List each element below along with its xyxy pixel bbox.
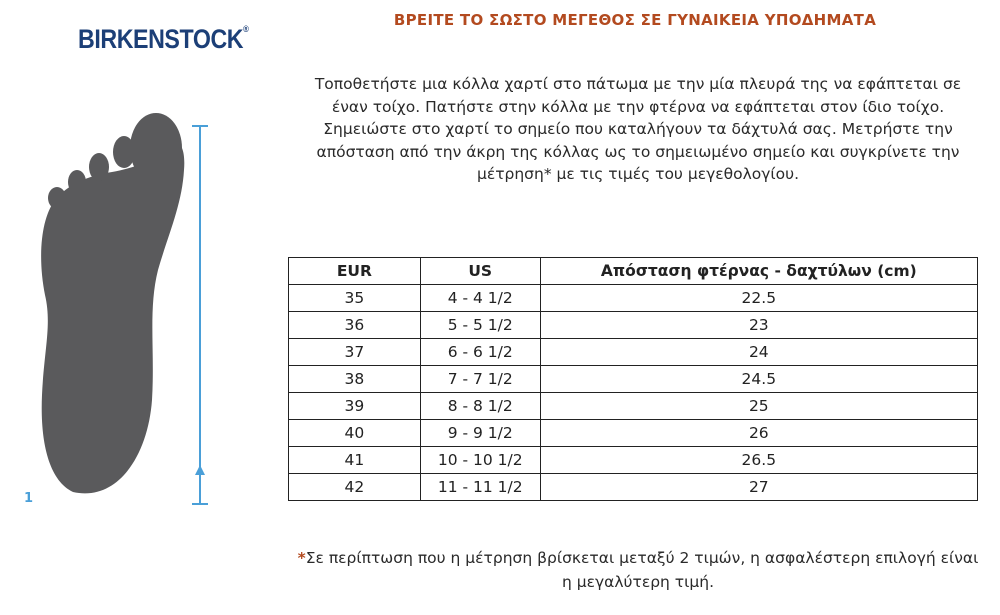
footnote-star: * <box>297 549 306 567</box>
little-toe-shape <box>48 187 66 209</box>
foot-illustration <box>0 110 230 530</box>
table-row <box>289 474 978 501</box>
big-toe-shape <box>130 113 182 183</box>
distance-cell: 22.5 <box>540 285 977 312</box>
us-cell: 6 - 6 1/2 <box>420 339 540 366</box>
eur-cell: 36 <box>289 312 421 339</box>
us-cell: 5 - 5 1/2 <box>420 312 540 339</box>
brand-logo <box>78 24 248 55</box>
distance-cell: 25 <box>540 393 977 420</box>
distance-cell: 24.5 <box>540 366 977 393</box>
distance-cell: 23 <box>540 312 977 339</box>
eur-cell: 37 <box>289 339 421 366</box>
footnote-text: Σε περίπτωση που η μέτρηση βρίσκεται μεταξύ 2 τιμών, η ασφαλέστερη επιλογή είναι η μεγαλύτερη τιμή. <box>305 549 979 591</box>
us-cell: 9 - 9 1/2 <box>420 420 540 447</box>
footnote <box>296 546 980 594</box>
eur-cell: 39 <box>289 393 421 420</box>
registered-mark: ® <box>243 24 249 34</box>
table-row <box>289 312 978 339</box>
table-row <box>289 393 978 420</box>
measure-arrow-icon <box>195 465 205 475</box>
header-eur: EUR <box>289 258 421 285</box>
eur-cell: 41 <box>289 447 421 474</box>
table-row <box>289 420 978 447</box>
eur-cell: 40 <box>289 420 421 447</box>
us-cell: 7 - 7 1/2 <box>420 366 540 393</box>
third-toe-shape <box>89 153 109 181</box>
table-row <box>289 366 978 393</box>
eur-cell: 38 <box>289 366 421 393</box>
eur-cell: 42 <box>289 474 421 501</box>
us-cell: 8 - 8 1/2 <box>420 393 540 420</box>
page-title: ΒΡΕΙΤΕ ΤΟ ΣΩΣΤΟ ΜΕΓΕΘΟΣ ΣΕ ΓΥΝΑΙΚΕΙΑ ΥΠΟΔΗΜΑΤΑ <box>393 11 877 29</box>
us-cell: 4 - 4 1/2 <box>420 285 540 312</box>
eur-cell: 35 <box>289 285 421 312</box>
brand-name: BIRKENSTOCK <box>78 24 244 54</box>
header-distance: Απόσταση φτέρνας - δαχτύλων (cm) <box>540 258 977 285</box>
distance-cell: 26.5 <box>540 447 977 474</box>
second-toe-shape <box>113 136 135 168</box>
marker-label: 1 <box>24 491 34 506</box>
table-header-row <box>289 258 978 285</box>
distance-cell: 26 <box>540 420 977 447</box>
table-row <box>289 447 978 474</box>
header-us: US <box>420 258 540 285</box>
fourth-toe-shape <box>68 170 86 194</box>
table-row <box>289 339 978 366</box>
distance-cell: 24 <box>540 339 977 366</box>
instructions-text: Τοποθετήστε μια κόλλα χαρτί στο πάτωμα με την μία πλευρά της να εφάπτεται σε έναν τοίχο. Πατήστε στην κόλλα με την φτέρνα να εφάπτεται στον ίδιο τοίχο. Σημειώστε στο χαρτί το σημείο που καταλήγουν τα δάχτυλά σας. Μετρήστε την απόσταση από την άκρη της κόλλας ως το σημειωμένο σημείο και συγκρίνετε την μέτρηση* με τις τιμές του μεγεθολογίου. <box>314 75 962 183</box>
size-chart-table <box>288 257 978 501</box>
distance-cell: 27 <box>540 474 977 501</box>
table-row <box>289 285 978 312</box>
us-cell: 11 - 11 1/2 <box>420 474 540 501</box>
us-cell: 10 - 10 1/2 <box>420 447 540 474</box>
